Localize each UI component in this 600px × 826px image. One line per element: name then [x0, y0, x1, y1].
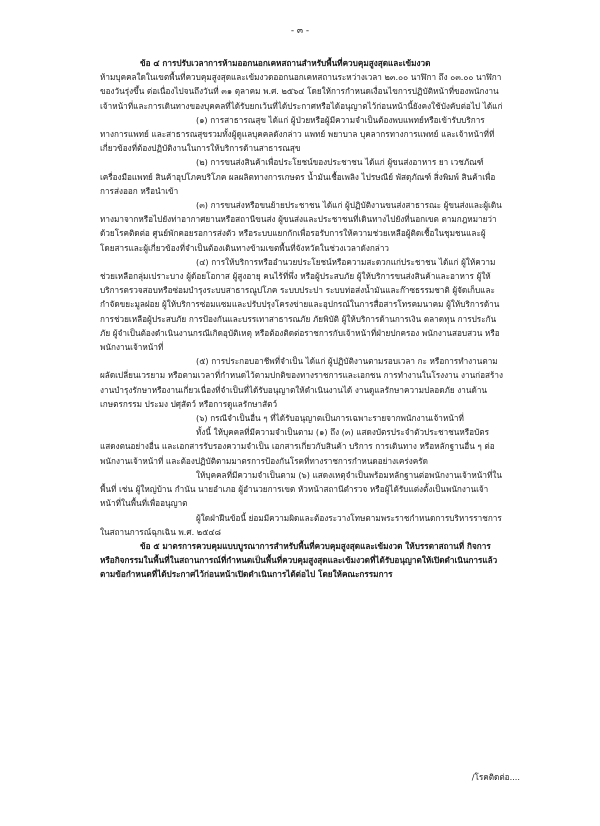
clause-4-item-3: (๓) การขนส่งหรือขนย้ายประชาชน ได้แก่ ผู้ปฏิบัติงานขนส่งสาธารณะ ผู้ขนส่งและผู้เดินทางมาจากหรือไปยังท่าอากาศยานหรือสถานีขนส่ง ผู้ขนส่งและประชาชนที่เดินทางไปยังที่นอกเขต ตามกฎหมายว่าด้วยโรคติดต่อ ศูนย์พักคอยรอการส่งตัว หรือระบบแยกกักเพื่อรอรับการให้ความช่วยเหลือผู้ติดเชื้อในชุมชนและผู้โดยสารและผู้เกี่ยวข้องที่จำเป็นต้องเดินทางข้ามเขตพื้นที่จังหวัดในช่วงเวลาดังกล่าว	[100, 200, 502, 253]
clause-4-heading: ข้อ ๔ การปรับเวลาการห้ามออกนอกเคหสถานสำหรับพื้นที่ควบคุมสูงสุดและเข้มงวด	[140, 58, 431, 68]
clause-4-item-5: (๕) การประกอบอาชีพที่จำเป็น ได้แก่ ผู้ปฏิบัติงานตามรอบเวลา กะ หรือการทำงานตามผลัดเปลี่ยนเวรยาม หรือตามเวลาที่กำหนดไว้ตามปกติของทางราชการและเอกชน การทำงานในโรงงาน งานก่อสร้าง งานบำรุงรักษาหรืองานเกี่ยวเนื่องที่จำเป็นที่ได้รับอนุญาตให้ดำเนินงานได้ งานดูแลรักษาความปลอดภัย งานด้านเกษตรกรรม ประมง ปศุสัตว์ หรือการดูแลรักษาสัตว์	[100, 356, 504, 409]
clause-5-heading: ข้อ ๕ มาตรการควบคุมแบบบูรณาการสำหรับพื้นที่ควบคุมสูงสุดและเข้มงวด ให้บรรดาสถานที่ กิจการ หรือกิจกรรมในพื้นที่ในสถานการณ์ที่กำหนดเป็นพื้นที่ควบคุมสูงสุดและเข้มงวดที่ได้รับอนุญาตให้เปิดดำเนินการแล้วตามข้อกำหนดที่ได้ประกาศไว้ก่อนหน้าเปิดดำเนินการได้ต่อไป โดยให้คณะกรรมการ	[100, 540, 498, 580]
clause-4-item-2: (๒) การขนส่งสินค้าเพื่อประโยชน์ของประชาชน ได้แก่ ผู้ขนส่งอาหาร ยา เวชภัณฑ์ เครื่องมือแพทย์ สินค้าอุปโภคบริโภค ผลผลิตทางการเกษตร น้ำมันเชื้อเพลิง ไปรษณีย์ พัสดุภัณฑ์ สิ่งพิมพ์ สินค้าเพื่อการส่งออก หรือนำเข้า	[100, 157, 496, 196]
clause-4-note-3: ผู้ใดฝ่าฝืนข้อนี้ ย่อมมีความผิดและต้องระวางโทษตามพระราชกำหนดการบริหารราชการในสถานการณ์ฉุกเฉิน พ.ศ. ๒๕๔๘	[100, 512, 502, 537]
page-number: - ๓ -	[290, 26, 310, 36]
clause-4-item-1: (๑) การสาธารณสุข ได้แก่ ผู้ป่วยหรือผู้มีความจำเป็นต้องพบแพทย์หรือเข้ารับบริการทางการแพทย์ และสาธารณสุขรวมทั้งผู้ดูแลบุคคลดังกล่าว แพทย์ พยาบาล บุคลากรทางการแพทย์ และเจ้าหน้าที่ที่เกี่ยวข้องที่ต้องปฏิบัติงานในการให้บริการด้านสาธารณสุข	[100, 114, 495, 154]
continued-marker: /โรคติดต่อ....	[471, 772, 520, 782]
clause-4-item-4: (๔) การให้บริการหรืออำนวยประโยชน์หรือความสะดวกแก่ประชาชน ได้แก่ ผู้ให้ความช่วยเหลือกลุ่มเปราะบาง ผู้ด้อยโอกาส ผู้สูงอายุ คนไร้ที่พึ่ง หรือผู้ประสบภัย ผู้ให้บริการขนส่งสินค้าและอาหาร ผู้ให้บริการตรวจสอบหรือซ่อมบำรุงระบบสาธารณูปโภค ระบบประปา ระบบท่อส่งน้ำมันและก๊าซธรรมชาติ ผู้จัดเก็บและกำจัดขยะมูลฝอย ผู้ให้บริการซ่อมแซมและปรับปรุงโครงข่ายและอุปกรณ์ในการสื่อสารโทรคมนาคม ผู้ให้บริการด้านการช่วยเหลือผู้ประสบภัย การป้องกันและบรรเทาสาธารณภัย ภัยพิบัติ ผู้ให้บริการด้านการเงิน ตลาดทุน การประกันภัย ผู้จำเป็นต้องดำเนินงานกรณีเกิดอุบัติเหตุ หรือต้องติดต่อราชการกับเจ้าหน้าที่ฝ่ายปกครอง พนักงานสอบสวน หรือพนักงานเจ้าหน้าที่	[100, 256, 500, 353]
clause-4-note-1: ทั้งนี้ ให้บุคคลที่มีความจำเป็นตาม (๑) ถึง (๓) แสดงบัตรประจำตัวประชาชนหรือบัตรแสดงตนอย่างอื่น และเอกสารรับรองความจำเป็น เอกสารเกี่ยวกับสินค้า บริการ การเดินทาง หรือหลักฐานอื่น ๆ ต่อพนักงานเจ้าหน้าที่ และต้องปฏิบัติตามมาตรการป้องกันโรคที่ทางราชการกำหนดอย่างเคร่งครัด	[100, 427, 495, 466]
clause-4-item-6: (๖) กรณีจำเป็นอื่น ๆ ที่ได้รับอนุญาตเป็นการเฉพาะรายจากพนักงานเจ้าหน้าที่	[196, 413, 464, 424]
body-text	[100, 56, 504, 582]
clause-4-intro: ห้ามบุคคลใดในเขตพื้นที่ควบคุมสูงสุดและเข้มงวดออกนอกเคหสถานระหว่างเวลา ๒๓.๐๐ นาฬิกา ถึง ๐๓.๐๐ นาฬิกาของวันรุ่งขึ้น ต่อเนื่องไปจนถึงวันที่ ๓๑ ตุลาคม พ.ศ. ๒๕๖๔ โดยให้การกำหนดเงื่อนไขการปฏิบัติหน้าที่ของพนักงานเจ้าหน้าที่และการเดินทางของบุคคลที่ได้รับยกเว้นที่ได้ประกาศหรือได้อนุญาตไว้ก่อนหน้านี้ยังคงใช้บังคับต่อไป ได้แก่	[100, 72, 503, 111]
clause-4-note-2: ให้บุคคลที่มีความจำเป็นตาม (๖) แสดงเหตุจำเป็นพร้อมหลักฐานต่อพนักงานเจ้าหน้าที่ในพื้นที่ เช่น ผู้ใหญ่บ้าน กำนัน นายอำเภอ ผู้อำนวยการเขต หัวหน้าสถานีตำรวจ หรือผู้ได้รับแต่งตั้งเป็นพนักงานเจ้าหน้าที่ในพื้นที่เพื่ออนุญาต	[100, 469, 502, 509]
